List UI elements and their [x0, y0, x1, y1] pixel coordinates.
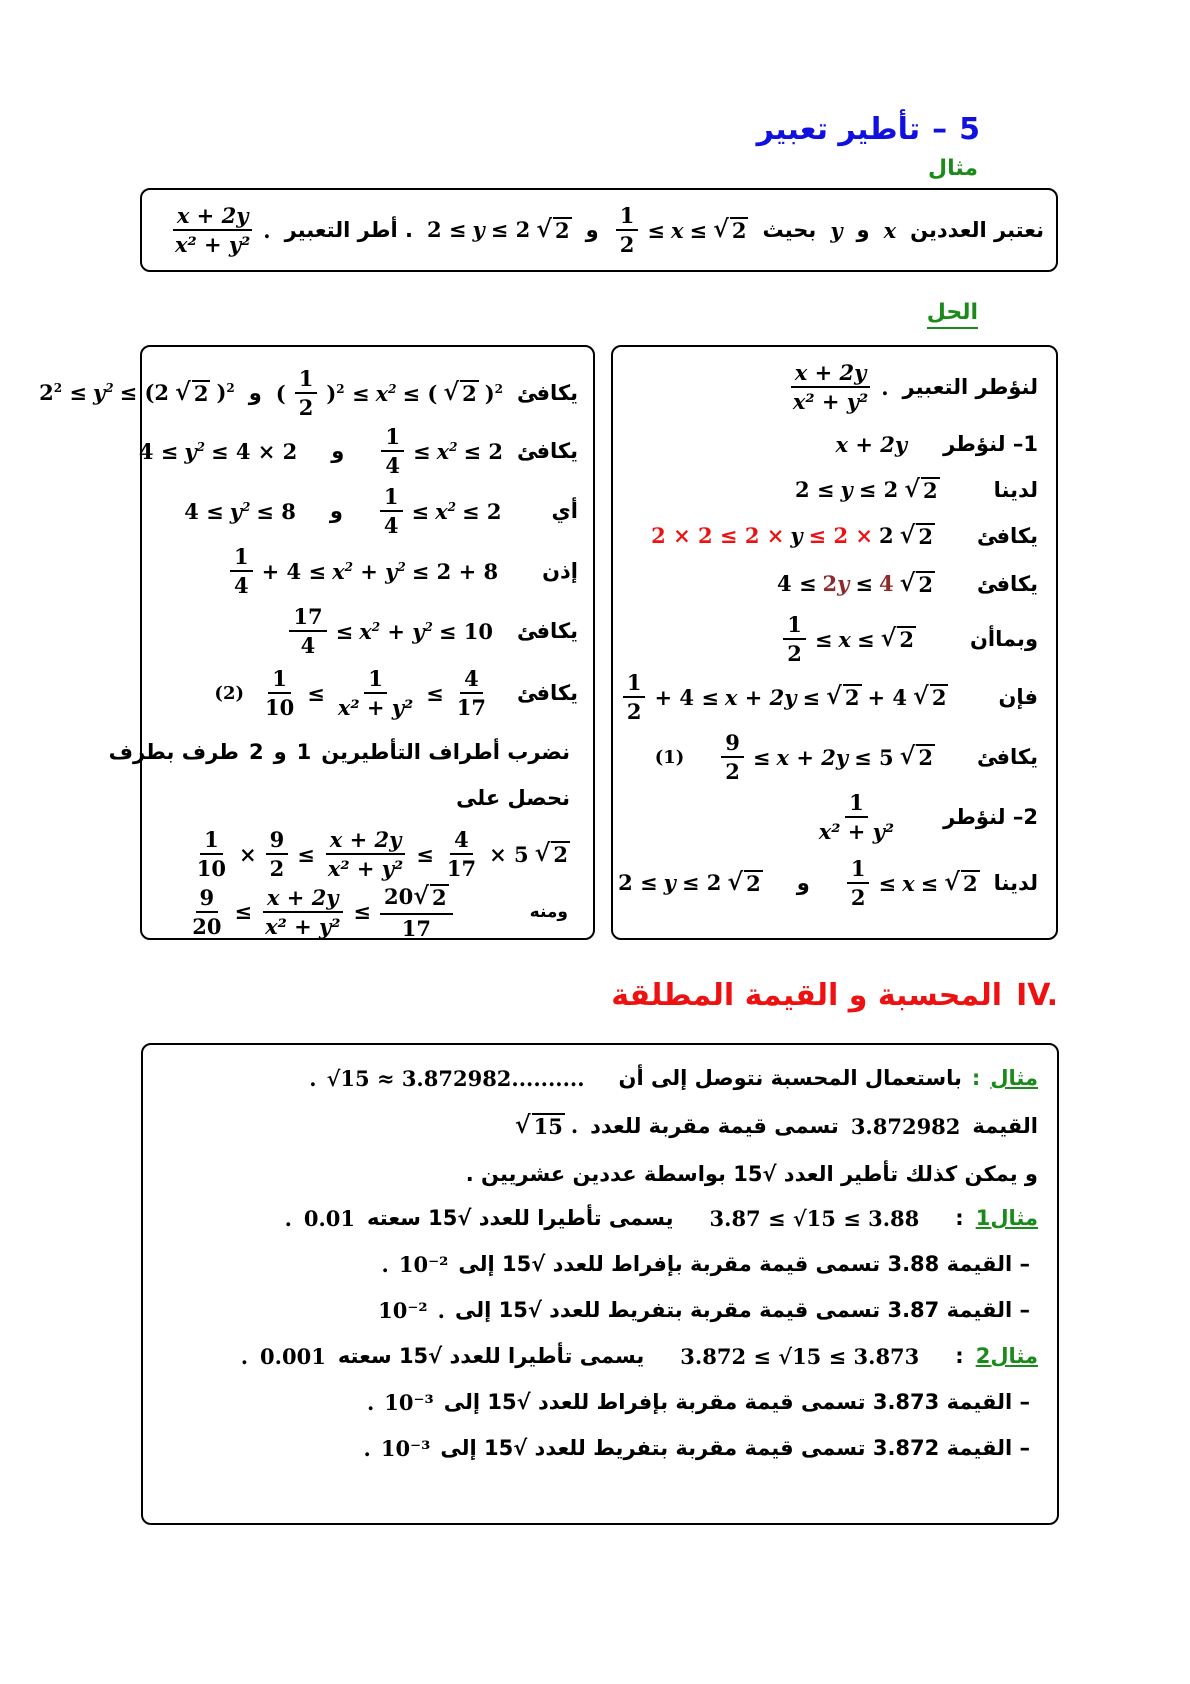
section-4-number: IV. — [1016, 978, 1058, 1013]
left-row-2: يكافئ $\frac{1}{4}$ ≤ $x^2$ ≤ 2 و 4 ≤ $y^2$ ≤ 4 × 2 — [138, 423, 578, 478]
left-row-8: نحصل على — [456, 786, 570, 810]
section-5-heading: 5 – تأطير تعبير — [756, 112, 980, 147]
calc-example-1-b: – القيمة 3.87 تسمى قيمة مقربة بتفريط للعدد √15 إلى . 10⁻² — [378, 1297, 1030, 1323]
left-row-10: ومنه $\frac{9}{20}$ ≤ $\frac{x + 2y}{\text{x² + y²}}$ ≤ 20 √ 2 17 — [192, 884, 568, 940]
calc-example-2-a: – القيمة 3.873 تسمى قيمة مقربة بإفراط للعدد √15 إلى 10⁻³ . — [366, 1389, 1030, 1415]
expression: $\frac{x + 2y}{\text{x² + y²}}$ . — [168, 204, 271, 256]
right-row-8: يكافئ $\frac{9}{2}$ ≤ x + 2y ≤ 5 √ 2 (1) — [654, 729, 1038, 784]
right-row-5: يكافئ 4 ≤ 2y ≤ 4 √ 2 — [777, 567, 1038, 597]
x-bounds: $\frac{1}{2}$ ≤ x ≤ √ 2 — [613, 204, 749, 256]
problem-statement: نعتبر العددين x و y بحيث $\frac{1}{2}$ ≤ x ≤ √ 2 و 2 ≤ y ≤ 2 √ 2 . أطر التعبير $\frac{x + 2y}{\text{x² + y²}}$ . — [168, 196, 1044, 264]
left-row-7: نضرب أطراف التأطيرين 1 و 2 طرف بطرف — [108, 740, 570, 764]
right-row-7: فإن $\frac{1}{2}$ + 4 ≤ x + 2y ≤ √ 2 + 4 √ 2 — [620, 666, 1038, 728]
calc-line-1: مثال : باستعمال المحسبة نتوصل إلى أن √15 ≈ 3.872982.......... . — [309, 1065, 1038, 1091]
calc-line-2: القيمة 3.872982 تسمى قيمة مقربة للعدد √ 15 . — [514, 1109, 1038, 1139]
calc-example-2-b: – القيمة 3.872 تسمى قيمة مقربة بتفريط للعدد √15 إلى 10⁻³ . — [363, 1435, 1030, 1461]
section-5-title: تأطير تعبير — [756, 112, 921, 147]
left-row-4: إذن $\frac{1}{4}$ + 4 ≤ $x^2 + y^2$ ≤ 2 + 8 — [227, 540, 578, 602]
right-row-3: لدينا 2 ≤ y ≤ 2 √ 2 — [794, 473, 1038, 503]
section-4-heading — [611, 978, 1058, 1013]
right-row-6: وبماأن $\frac{1}{2}$ ≤ x ≤ √ 2 — [780, 608, 1038, 670]
left-row-1: يكافئ ( $\frac{1}{2}$ )$^2$ ≤ $x^2$ ≤ ( √ 2 )$^2$ و $2^2$ ≤ $y^2$ ≤ (2 √ 2 )$^2$ — [39, 365, 578, 420]
left-row-6: يكافئ $\frac{1}{10}$ ≤ $\frac{1}{\text{x² + y²}}$ ≤ $\frac{4}{17}$ (2) — [214, 665, 578, 720]
solution-label: الحل — [927, 300, 978, 329]
calc-example-1: مثال1 : 3.87 ≤ √15 ≤ 3.88 يسمى تأطيرا للعدد √15 سعته 0.01 . — [284, 1205, 1038, 1231]
section-4-title: المحسبة و القيمة المطلقة — [611, 978, 1003, 1013]
right-row-9: 2– لنؤطر $\frac{1}{\text{x² + y²}}$ — [818, 789, 1038, 844]
left-row-9: $\frac{1}{10}$ × $\frac{9}{2}$ ≤ $\frac{x + 2y}{\text{x² + y²}}$ ≤ $\frac{4}{17}$ × 5 √ 2 — [196, 826, 568, 881]
calc-example-2: مثال2 : 3.872 ≤ √15 ≤ 3.873 يسمى تأطيرا للعدد √15 سعته 0.001 . — [240, 1343, 1038, 1369]
section-5-number: 5 — [959, 112, 980, 147]
right-row-4: يكافئ 2 × 2 ≤ 2 × y ≤ 2 × 2 √ 2 — [651, 519, 1038, 549]
right-row-10: لدينا $\frac{1}{2}$ ≤ x ≤ √ 2 و 2 ≤ y ≤ 2 √ 2 — [618, 855, 1038, 910]
calc-example-1-a: – القيمة 3.88 تسمى قيمة مقربة بإفراط للعدد √15 إلى 10⁻² . — [381, 1251, 1030, 1277]
y-bounds: 2 ≤ y ≤ 2 √ 2 — [426, 213, 570, 243]
right-row-1: لنؤطر التعبير $\frac{x + 2y}{\text{x² + y²}}$ . — [786, 356, 1038, 418]
left-row-3: أي $\frac{1}{4}$ ≤ $x^2$ ≤ 2 و 4 ≤ $y^2$ ≤ 8 — [184, 483, 578, 538]
left-row-5: يكافئ $\frac{17}{4}$ ≤ $x^2 + y^2$ ≤ 10 — [286, 600, 578, 662]
calc-line-3: و يمكن كذلك تأطير العدد √15 بواسطة عددين عشريين . — [465, 1162, 1038, 1186]
right-row-2: 1– لنؤطر x + 2y — [835, 431, 1038, 457]
example-label: مثال — [928, 156, 978, 181]
